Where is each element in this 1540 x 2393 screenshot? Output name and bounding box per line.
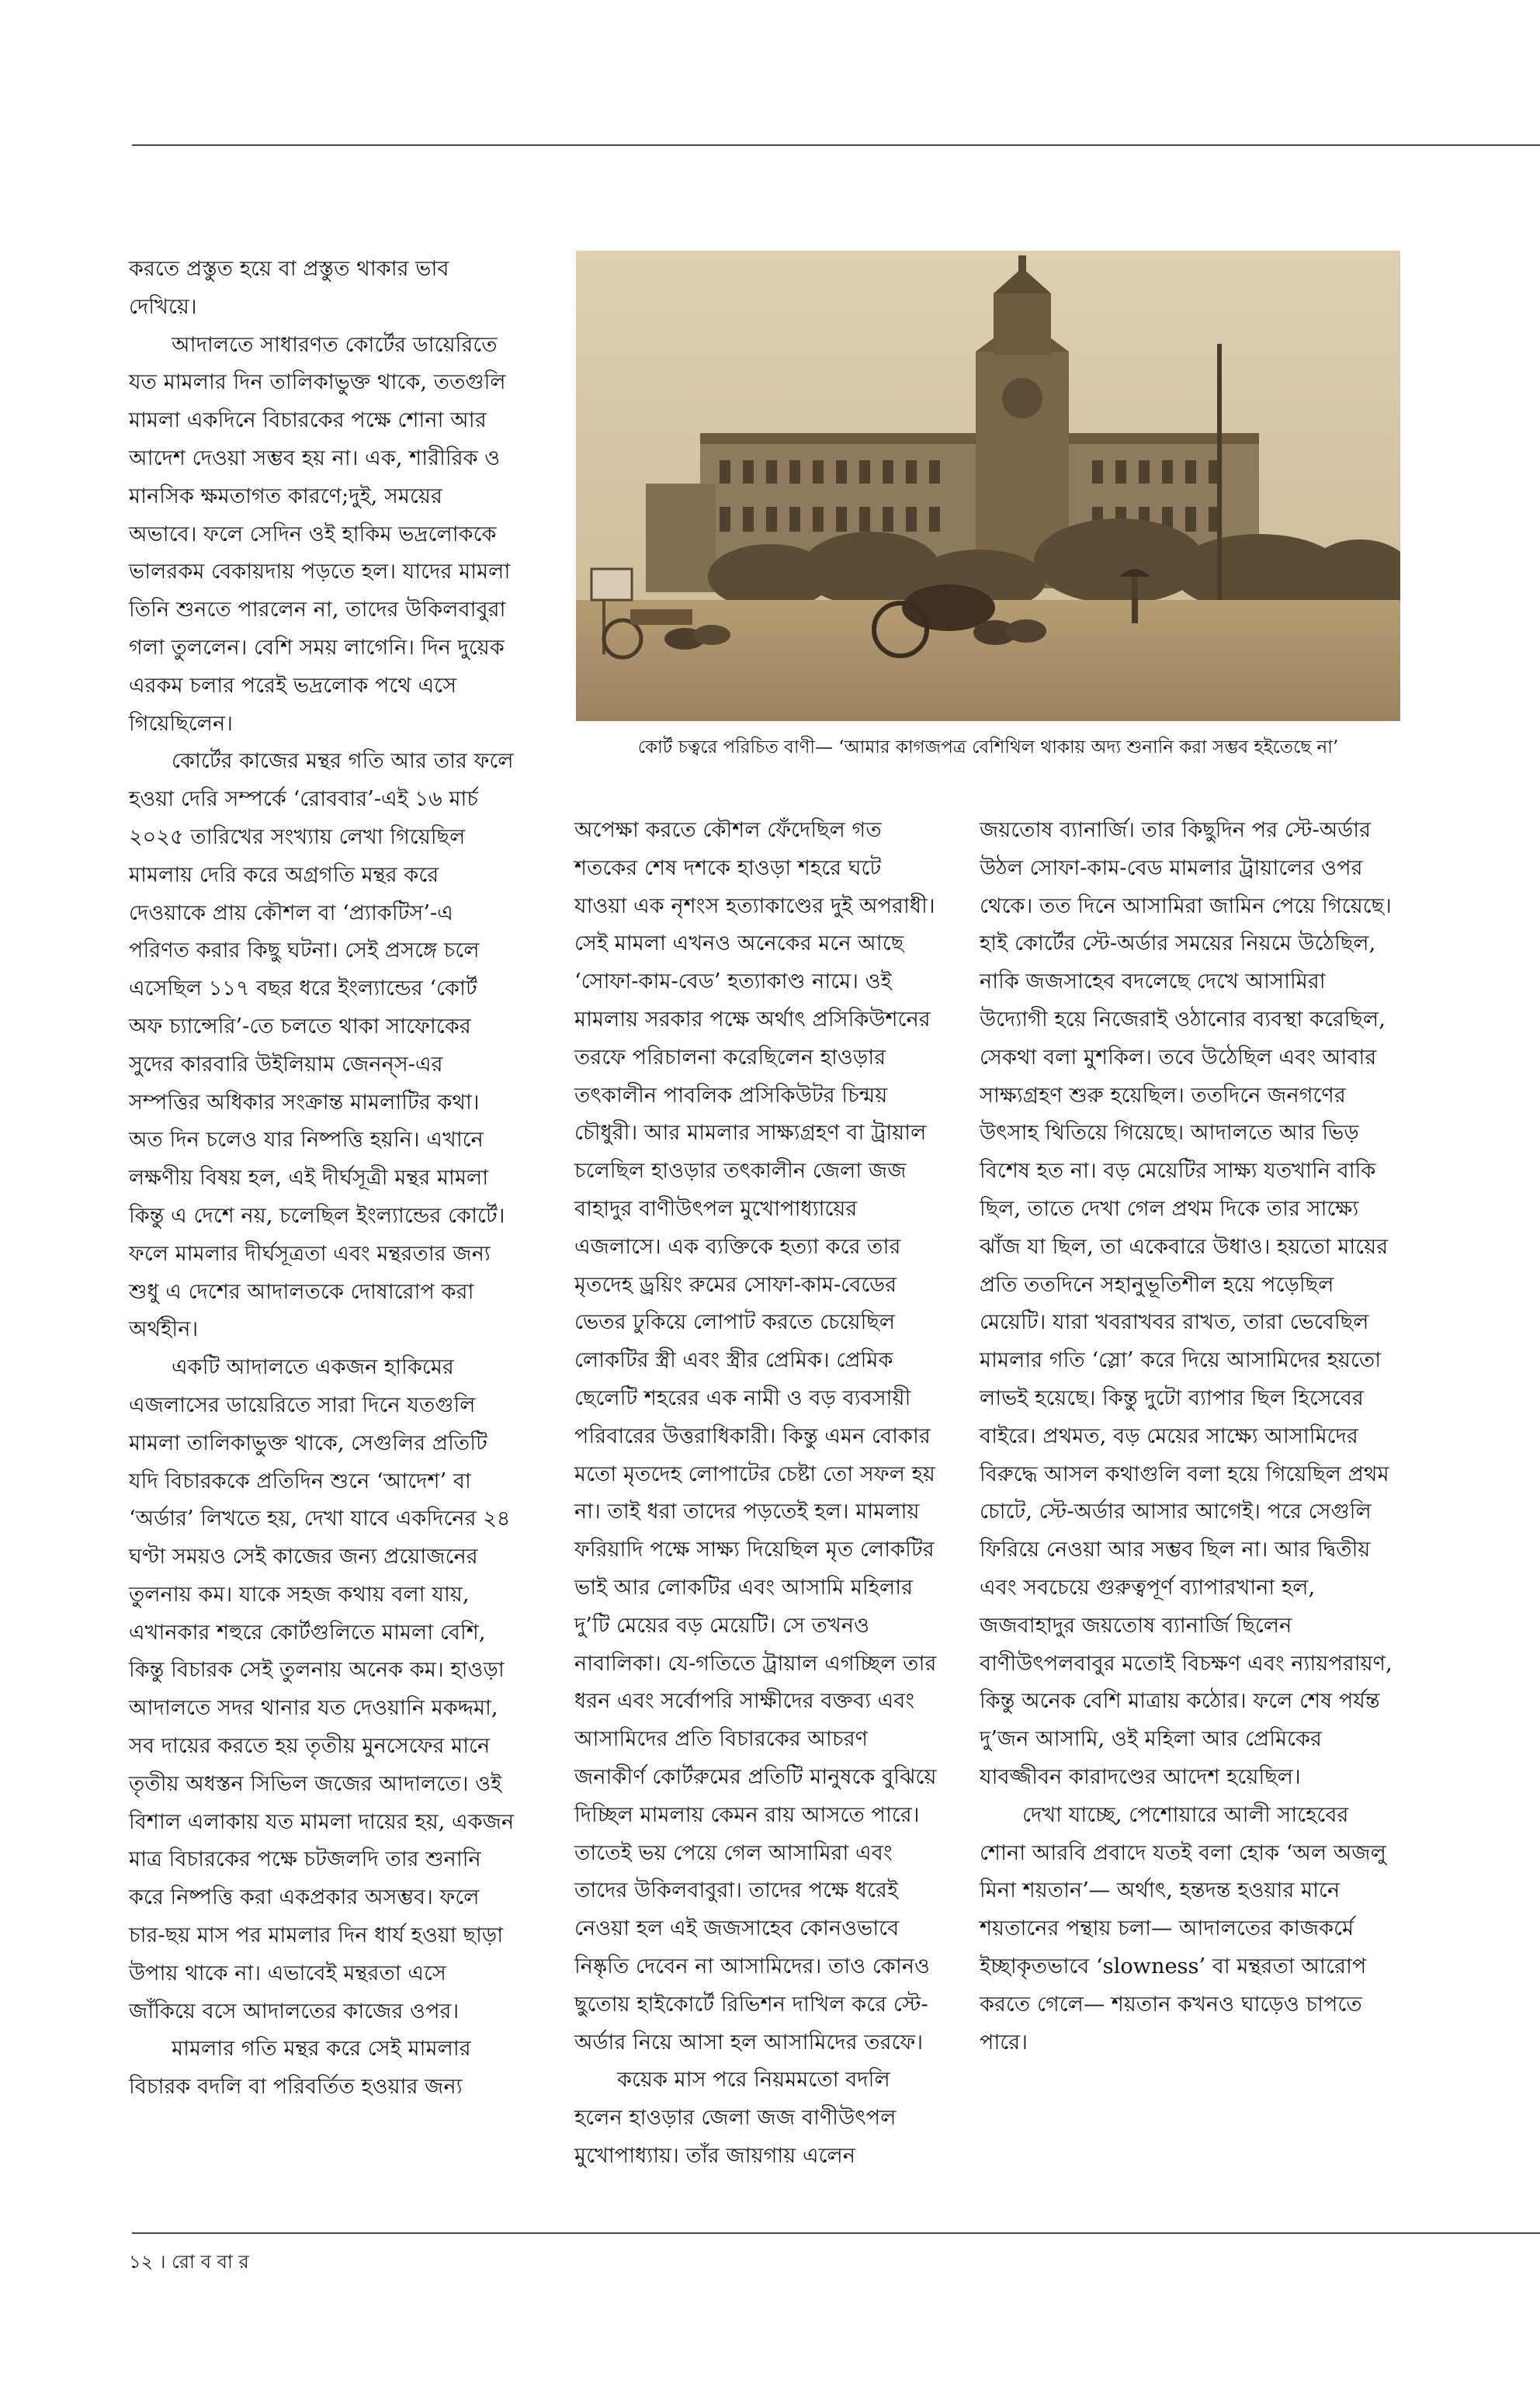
paragraph: আদালতে সাধারণত কোর্টের ডায়েরিতে যত মামলার দিন তালিকাভুক্ত থাকে, ততগুলি মামলা একদিনে বিচারকের পক্ষে শোনা আর আদেশ দেওয়া সম্ভব হয় না। এক, শারীরিক ও মানসিক ক্ষমতাগত কারণে;দুই, সময়ের অভাবে। ফলে সেদিন ওই হাকিম ভদ্রলোককে ভালরকম বেকায়দায় পড়তে হল। যাদের মামলা তিনি শুনতে পারলেন না, তাদের উকিলবাবুরা গলা তুললেন। বেশি সময় লাগেনি। দিন দুয়েক এরকম চলার পরেই ভদ্রলোক পথে এসে গিয়েছিলেন। bbox=[129, 332, 511, 736]
magazine-name: রো ব বা র bbox=[172, 2251, 249, 2273]
page-footer bbox=[129, 2245, 249, 2279]
paragraph: জয়তোষ ব্যানার্জি। তার কিছুদিন পর স্টে-অর্ডার উঠল সোফা-কাম-বেড মামলার ট্রায়ালের ওপর থেকে। তত দিনে আসামিরা জামিন পেয়ে গিয়েছে। হাই কোর্টের স্টে-অর্ডার সময়ের নিয়মে উঠেছিল, নাকি জজসাহেব বদলেছে দেখে আসামিরা উদ্যোগী হয়ে নিজেরাই ওঠানোর ব্যবস্থা করেছিল, সেকথা বলা মুশকিল। তবে উঠেছিল এবং আবার সাক্ষ্যগ্রহণ শুরু হয়েছিল। ততদিনে জনগণের উৎসাহ থিতিয়ে গিয়েছে। আদালতে আর ভিড় বিশেষ হত না। বড় মেয়েটির সাক্ষ্য যতখানি বাকি ছিল, তাতে দেখা গেল প্রথম দিকে তার সাক্ষ্যে ঝাঁজ যা ছিল, তা একেবারে উধাও। হয়তো মায়ের প্রতি ততদিনে সহানুভূতিশীল হয়ে পড়েছিল মেয়েটি। যারা খবরাখবর রাখত, তারা ভেবেছিল মামলার গতি ‘স্লো’ করে দিয়ে আসামিদের হয়তো লাভই হয়েছে। কিন্তু দুটো ব্যাপার ছিল হিসেবের বাইরে। প্রথমত, বড় মেয়ের সাক্ষ্যে আসামিদের বিরুদ্ধে আসল কথাগুলি বলা হয়ে গিয়েছিল প্রথম চোটে, স্টে-অর্ডার আসার আগেই। পরে সেগুলি ফিরিয়ে নেওয়া আর সম্ভব ছিল না। আর দ্বিতীয় এবং সবচেয়ে গুরুত্বপূর্ণ ব্যাপারখানা হল, জজবাহাদুর জয়তোষ ব্যানার্জি ছিলেন বাণীউৎপলবাবুর মতোই বিচক্ষণ এবং ন্যায়পরায়ণ, কিন্তু অনেক বেশি মাত্রায় কঠোর। ফলে শেষ পর্যন্ত দু’জন আসামি, ওই মহিলা আর প্রেমিকের যাবজ্জীবন কারাদণ্ডের আদেশ হয়েছিল। bbox=[980, 818, 1393, 1789]
paragraph: দেখা যাচ্ছে, পেশোয়ারে আলী সাহেবের শোনা আরবি প্রবাদে যতই বলা হোক ‘অল অজলু মিনা শয়তান’— অর্থাৎ, হন্তদন্ত হওয়ার মানে শয়তানের পন্থায় চলা— আদালতের কাজকর্মে ইচ্ছাকৃতভাবে ‘slowness’ বা মন্থরতা আরোপ করতে গেলে— শয়তান কখনও ঘাড়েও চাপতে পারে। bbox=[980, 1802, 1386, 2055]
paragraph: মামলার গতি মন্থর করে সেই মামলার বিচারক বদলি বা পরিবর্তিত হওয়ার জন্য bbox=[129, 2037, 471, 2100]
footer-rule bbox=[132, 2232, 1540, 2234]
paragraph: একটি আদালতে একজন হাকিমের এজলাসের ডায়েরিতে সারা দিনে যতগুলি মামলা তালিকাভুক্ত থাকে, সেগুলির প্রতিটি যদি বিচারককে প্রতিদিন শুনে ‘আদেশ’ বা ‘অর্ডার’ লিখতে হয়, দেখা যাবে একদিনের ২৪ ঘণ্টা সময়ও সেই কাজের জন্য প্রয়োজনের তুলনায় কম। যাকে সহজ কথায় বলা যায়, এখানকার শহুরে কোর্টগুলিতে মামলা বেশি, কিন্তু বিচারক সেই তুলনায় অনেক কম। হাওড়া আদালতে সদর থানার যত দেওয়ানি মকদ্দমা, সব দায়ের করতে হয় তৃতীয় মুনসেফের মানে তৃতীয় অধস্তন সিভিল জজের আদালতে। ওই বিশাল এলাকায় যত মামলা দায়ের হয়, একজন মাত্র বিচারকের পক্ষে চটজলদি তার শুনানি করে নিষ্পত্তি করা একপ্রকার অসম্ভব। ফলে চার-ছয় মাস পর মামলার দিন ধার্য হওয়া ছাড়া উপায় থাকে না। এভাবেই মন্থরতা এসে জাঁকিয়ে বসে আদালতের কাজের ওপর। bbox=[129, 1355, 515, 2024]
article-column-3 bbox=[980, 812, 1399, 2062]
footer-separator: । bbox=[158, 2251, 166, 2273]
header-rule bbox=[132, 144, 1540, 146]
paragraph: কোর্টের কাজের মন্থর গতি আর তার ফলে হওয়া দেরি সম্পর্কে ‘রোববার’-এই ১৬ মার্চ ২০২৫ তারিখের সংখ্যায় লেখা গিয়েছিল মামলায় দেরি করে অগ্রগতি মন্থর করে দেওয়াকে প্রায় কৌশল বা ‘প্র্যাকটিস’-এ পরিণত করার কিছু ঘটনা। সেই প্রসঙ্গে চলে এসেছিল ১১৭ বছর ধরে ইংল্যান্ডের ‘কোর্ট অফ চ্যান্সেরি’-তে চলতে থাকা সাফোকের সুদের কারবারি উইলিয়াম জেনন্‌স-এর সম্পত্তির অধিকার সংক্রান্ত মামলাটির কথা। অত দিন চলেও যার নিষ্পত্তি হয়নি। এখানে লক্ষণীয় বিষয় হল, এই দীর্ঘসূত্রী মন্থর মামলা কিন্তু এ দেশে নয়, চলেছিল ইংল্যান্ডের কোর্টে। ফলে মামলার দীর্ঘসূত্রতা এবং মন্থরতার জন্য শুধু এ দেশের আদালতকে দোষারোপ করা অর্থহীন। bbox=[129, 749, 514, 1342]
article-column-2 bbox=[574, 812, 939, 2176]
photo-caption: কোর্ট চত্বরে পরিচিত বাণী— ‘আমার কাগজপত্র বেশিথিল থাকায় অদ্য শুনানি করা সম্ভব হইতেছে না’ bbox=[637, 737, 1339, 758]
courthouse-photo bbox=[576, 251, 1400, 721]
paragraph: কয়েক মাস পরে নিয়মমতো বদলি হলেন হাওড়ার জেলা জজ বাণীউৎপল মুখোপাধ্যায়। তাঁর জায়গায় এলেন bbox=[574, 2068, 897, 2168]
article-column-1 bbox=[129, 251, 517, 2107]
paragraph: করতে প্রস্তুত হয়ে বা প্রস্তুত থাকার ভাব দেখিয়ে। bbox=[129, 257, 449, 319]
page-number: ১২ bbox=[129, 2251, 154, 2273]
paragraph: অপেক্ষা করতে কৌশল ফেঁদেছিল গত শতকের শেষ দশকে হাওড়া শহরে ঘটে যাওয়া এক নৃশংস হত্যাকাণ্ডের দুই অপরাধী। সেই মামলা এখনও অনেকের মনে আছে ‘সোফা-কাম-বেড’ হত্যাকাণ্ড নামে। ওই মামলায় সরকার পক্ষে অর্থাৎ প্রসিকিউশনের তরফে পরিচালনা করেছিলেন হাওড়ার তৎকালীন পাবলিক প্রসিকিউটর চিন্ময় চৌধুরী। আর মামলার সাক্ষ্যগ্রহণ বা ট্রায়াল চলেছিল হাওড়ার তৎকালীন জেলা জজ বাহাদুর বাণীউৎপল মুখোপাধ্যায়ের এজলাসে। এক ব্যক্তিকে হত্যা করে তার মৃতদেহ ড্রয়িং রুমের সোফা-কাম-বেডের ভেতর ঢুকিয়ে লোপাট করতে চেয়েছিল লোকটির স্ত্রী এবং স্ত্রীর প্রেমিক। প্রেমিক ছেলেটি শহরের এক নামী ও বড় ব্যবসায়ী পরিবারের উত্তরাধিকারী। কিন্তু এমন বোকার মতো মৃতদেহ লোপাটের চেষ্টা তো সফল হয় না। তাই ধরা তাদের পড়তেই হল। মামলায় ফরিয়াদি পক্ষে সাক্ষ্য দিয়েছিল মৃত লোকটির ভাই আর লোকটির এবং আসামি মহিলার দু’টি মেয়ের বড় মেয়েটি। সে তখনও নাবালিকা। যে-গতিতে ট্রায়াল এগচ্ছিল তার ধরন এবং সর্বোপরি সাক্ষীদের বক্তব্য এবং আসামিদের প্রতি বিচারকের আচরণ জনাকীর্ণ কোর্টরুমের প্রতিটি মানুষকে বুঝিয়ে দিচ্ছিল মামলায় কেমন রায় আসতে পারে। তাতেই ভয় পেয়ে গেল আসামিরা এবং তাদের উকিলবাবুরা। তাদের পক্ষে ধরেই নেওয়া হল এই জজসাহেব কোনওভাবে নিষ্কৃতি দেবেন না আসামিদের। তাও কোনও ছুতোয় হাইকোর্টে রিভিশন দাখিল করে স্টে-অর্ডার নিয়ে আসা হল আসামিদের তরফে। bbox=[574, 818, 937, 2055]
